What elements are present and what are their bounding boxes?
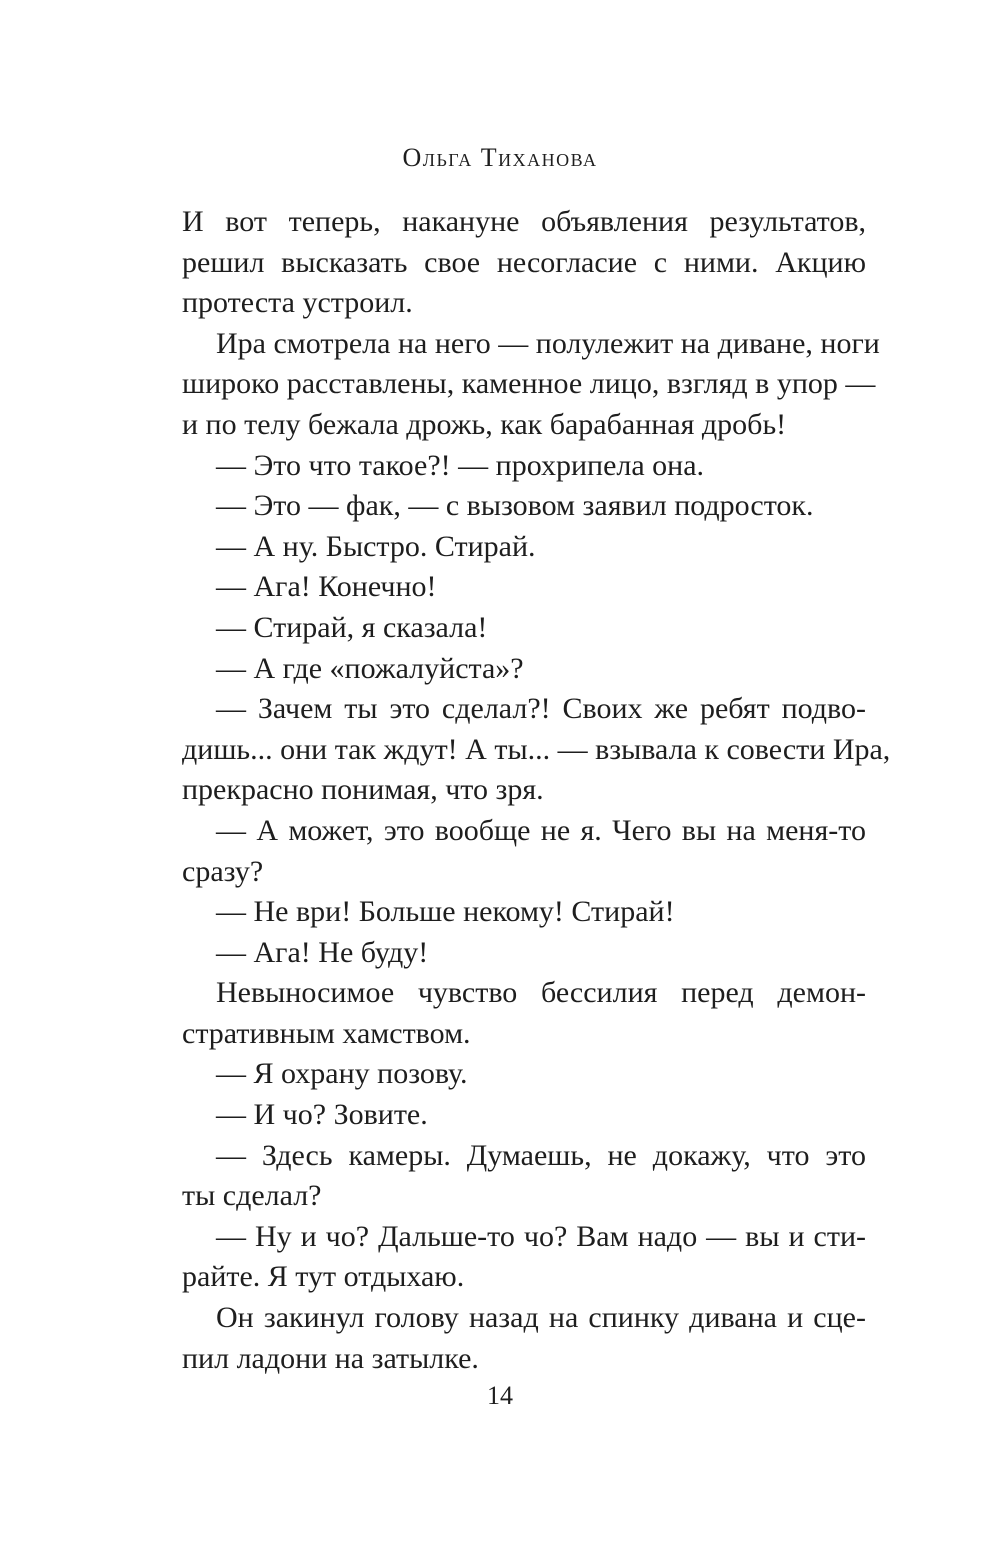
text-line: — Не ври! Больше некому! Стирай!: [216, 895, 675, 929]
running-head-author: Ольга Тиханова: [402, 143, 598, 172]
text-line: прекрасно понимая, что зря.: [182, 773, 544, 807]
text-line: И вот теперь, накануне объявления результатов,: [182, 205, 866, 238]
text-line: и по телу бежала дрожь, как барабанная дробь!: [182, 407, 787, 441]
text-line: — И чо? Зовите.: [216, 1098, 428, 1132]
text-line: Невыносимое чувство бессилия перед демон-: [216, 976, 866, 1010]
text-line: — А может, это вообще не я. Чего вы на меня-то: [216, 813, 866, 847]
text-line: — Зачем ты это сделал?! Своих же ребят подво-: [216, 692, 866, 726]
text-line: — Стирай, я сказала!: [216, 610, 488, 644]
text-line: стративным хамством.: [182, 1016, 471, 1050]
text-line: дишь... они так ждут! А ты... — взывала к совести Ира,: [182, 732, 891, 766]
text-line: — Это что такое?! — прохрипела она.: [216, 448, 705, 482]
text-line: — Я охрану позову.: [216, 1057, 468, 1091]
text-line: — Ага! Не буду!: [216, 935, 429, 969]
text-line: ты сделал?: [182, 1179, 322, 1213]
text-line: райте. Я тут отдыхаю.: [182, 1260, 465, 1294]
text-line: — А ну. Быстро. Стирай.: [216, 529, 536, 563]
text-line: Он закинул голову назад на спинку дивана и сце-: [216, 1301, 866, 1335]
text-line: — А где «пожалуйста»?: [216, 651, 524, 685]
text-line: протеста устроил.: [182, 286, 413, 320]
text-line: Ира смотрела на него — полулежит на диване, ноги: [216, 326, 880, 360]
text-line: — Это — фак, — с вызовом заявил подросток.: [216, 489, 814, 523]
text-line: пил ладони на затылке.: [182, 1341, 479, 1375]
page-number: 14: [487, 1381, 513, 1410]
text-line: — Ага! Конечно!: [216, 570, 437, 604]
text-line: — Здесь камеры. Думаешь, не докажу, что это: [216, 1138, 866, 1172]
text-line: решил высказать свое несогласие с ними. Акцию: [182, 245, 866, 279]
text-line: сразу?: [182, 854, 264, 888]
text-line: — Ну и чо? Дальше-то чо? Вам надо — вы и сти-: [216, 1219, 866, 1253]
text-line: широко расставлены, каменное лицо, взгляд в упор —: [182, 367, 876, 401]
body-text: [182, 202, 891, 1379]
